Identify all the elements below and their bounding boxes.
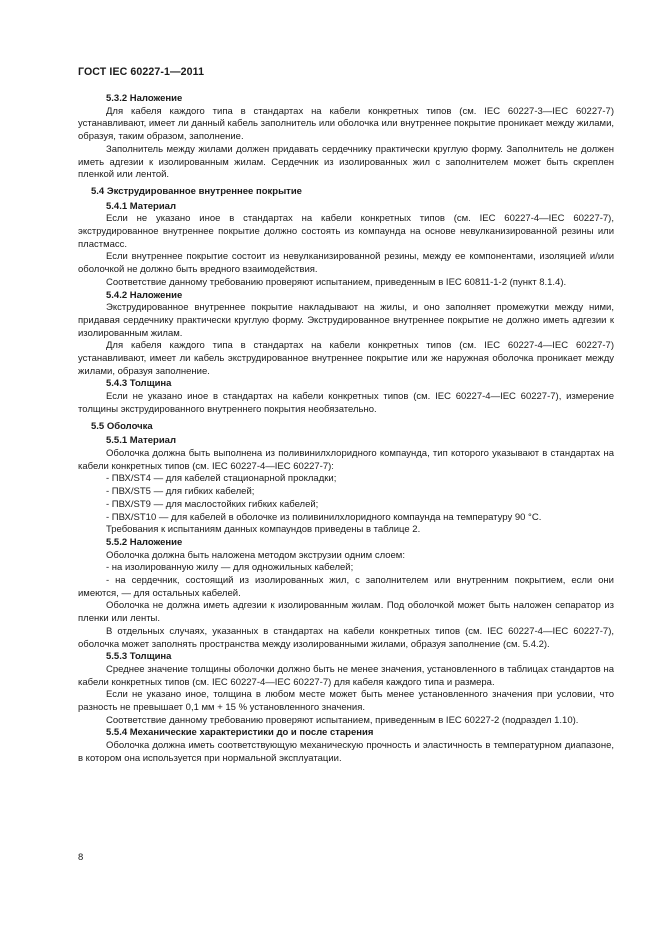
- paragraph: Оболочка должна иметь соответствующую механическую прочность и эластичность в температурном диапазоне, в котором она используется при нормальной эксплуатации.: [78, 740, 614, 764]
- paragraph: Оболочка не должна иметь адгезии к изолированным жилам. Под оболочкой может быть наложен сепаратор из пленки или ленты.: [78, 600, 614, 625]
- paragraph: Заполнитель между жилами должен придавать сердечнику практически круглую форму. Заполнитель не должен иметь адгезии к изолированным жилам. Сердечник из изолированных жил с заполнителем может быть скреплен пленкой или лентой.: [78, 143, 614, 181]
- heading-5-5-4: 5.5.4 Механические характеристики до и после старения: [106, 727, 374, 739]
- list-item: - ПВХ/ST4 — для кабелей стационарной прокладки;: [106, 473, 337, 485]
- paragraph: Требования к испытаниям данных компаундов приведены в таблице 2.: [106, 524, 421, 536]
- paragraph: Для кабеля каждого типа в стандартах на кабели конкретных типов (см. IEC 60227-4—IEC 60227-7) устанавливают, имеет ли кабель экструдированное внутреннее покрытие или же наружная оболочка проникает между жилами, образуя заполнение.: [78, 340, 614, 377]
- paragraph: Если не указано иное в стандартах на кабели конкретных типов (см. IEC 60227-4—IEC 60227-7), экструдированное внутреннее покрытие должно состоять из компаунда на основе невулканизированной резины или пластмасс.: [78, 213, 614, 250]
- heading-5-4-2: 5.4.2 Наложение: [106, 289, 183, 301]
- paragraph: Если внутреннее покрытие состоит из невулканизированной резины, между ее компонентами, изоляцией и/или оболочкой не должно быть вредного взаимодействия.: [78, 251, 614, 276]
- heading-5-5-2: 5.5.2 Наложение: [106, 536, 183, 548]
- paragraph: Для кабеля каждого типа в стандартах на кабели конкретных типов (см. IEC 60227-3—IEC 60227-7) устанавливают, имеет ли данный кабель заполнитель или оболочка или внутреннее покрытие проникает между жилами, образуя, таким образом, заполнение.: [78, 105, 615, 143]
- heading-5-3-2: 5.3.2 Наложение: [106, 93, 183, 104]
- paragraph: Если не указано иное, толщина в любом месте может быть менее установленного значения при условии, что разность не превышает 0,1 мм + 15 % установленного значения.: [78, 689, 614, 714]
- list-item: - на сердечник, состоящий из изолированных жил, с заполнителем или внутренним покрытием, если они имеются, — для остальных кабелей.: [78, 575, 614, 599]
- paragraph: В отдельных случаях, указанных в стандартах на кабели конкретных типов (см. IEC 60227-4—IEC 60227-7), оболочка может заполнять пространства между изолированными жилами, образуя заполнение (см. 5.4.2).: [78, 625, 614, 650]
- list-item: - на изолированную жилу — для одножильных кабелей;: [106, 562, 354, 574]
- paragraph: Оболочка должна быть выполнена из поливинилхлоридного компаунда, тип которого указывают в стандартах на кабели конкретных типов (см. IEC 60227-4—IEC 60227-7):: [78, 447, 614, 472]
- list-item: - ПВХ/ST10 — для кабелей в оболочке из поливинилхлоридного компаунда на температуру 90 °С.: [106, 511, 542, 523]
- heading-5-4-3: 5.4.3 Толщина: [106, 378, 172, 390]
- paragraph: Экструдированное внутреннее покрытие накладывают на жилы, и оно заполняет промежутки между ними, придавая сердечнику практически круглую форму. Экструдированное внутреннее покрытие не должно иметь адгезии к изолированным жилам.: [78, 302, 614, 339]
- document-header: ГОСТ IEC 60227-1—2011: [78, 66, 205, 78]
- heading-5-4-1: 5.4.1 Материал: [106, 200, 176, 212]
- paragraph: Среднее значение толщины оболочки должно быть не менее значения, установленного в таблицах стандартов на кабели конкретных типов (см. IEC 60227-4—IEC 60227-7) для кабеля каждого типа и размера.: [78, 663, 614, 688]
- heading-5-5: 5.5 Оболочка: [91, 420, 153, 432]
- list-item: - ПВХ/ST5 — для гибких кабелей;: [106, 486, 255, 498]
- page-number: 8: [78, 852, 84, 863]
- heading-5-4: 5.4 Экструдированное внутреннее покрытие: [91, 185, 302, 197]
- list-item: - ПВХ/ST9 — для маслостойких гибких кабелей;: [106, 498, 319, 510]
- paragraph: Соответствие данному требованию проверяют испытанием, приведенным в IEC 60227-2 (подраздел 1.10).: [106, 714, 579, 726]
- heading-5-5-1: 5.5.1 Материал: [106, 435, 176, 447]
- paragraph: Если не указано иное в стандартах на кабели конкретных типов (см. IEC 60227-4—IEC 60227-7), измерение толщины экструдированного внутреннего покрытия необязательно.: [78, 391, 614, 415]
- paragraph: Оболочка должна быть наложена методом экструзии одним слоем:: [106, 549, 405, 561]
- heading-5-5-3: 5.5.3 Толщина: [106, 651, 172, 663]
- paragraph: Соответствие данному требованию проверяют испытанием, приведенным в IEC 60811-1-2 (пункт 8.1.4).: [106, 276, 567, 288]
- document-body: [78, 93, 614, 766]
